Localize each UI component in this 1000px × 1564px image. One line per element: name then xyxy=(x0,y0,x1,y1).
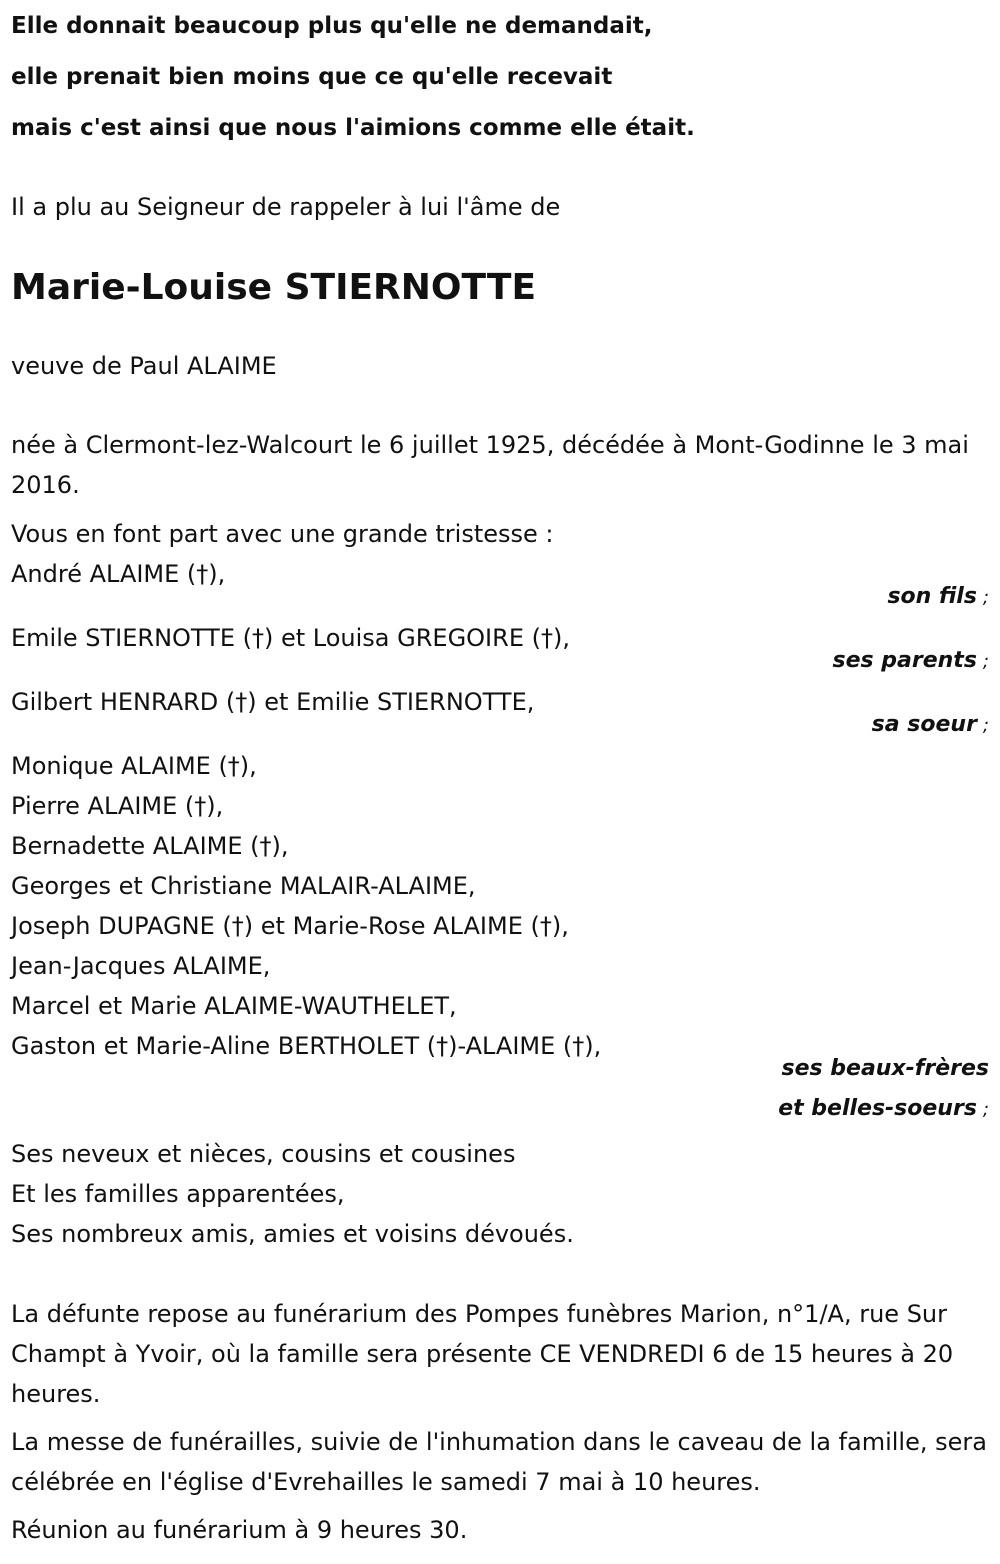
relation-semicolon: ; xyxy=(982,715,989,736)
announcement: Vous en font part avec une grande tristesse : xyxy=(11,520,554,548)
widow-of: veuve de Paul ALAIME xyxy=(11,352,277,380)
family-member: Jean-Jacques ALAIME, xyxy=(11,952,271,980)
funerarium-info: La défunte repose au funérarium des Pompes funèbres Marion, n°1/A, rue Sur Champt à Yvoir, où la famille sera présente CE VENDREDI 6 de 15 heures à 20 heures. xyxy=(11,1300,954,1408)
family-member: Bernadette ALAIME (†), xyxy=(11,832,289,860)
relation-text: et belles-soeurs xyxy=(778,1096,977,1121)
relation-line xyxy=(11,1089,989,1130)
relation-text: sa soeur xyxy=(871,712,977,737)
family-group xyxy=(11,746,991,1130)
family-group xyxy=(11,554,991,618)
epigraph-line: mais c'est ainsi que nous l'aimions comme elle était. xyxy=(11,115,695,141)
family-member: Marcel et Marie ALAIME-WAUTHELET, xyxy=(11,992,457,1020)
other-relatives-line: Et les familles apparentées, xyxy=(11,1180,345,1208)
obituary-page xyxy=(11,0,991,1550)
family-group xyxy=(11,618,991,682)
family-member: Gilbert HENRARD (†) et Emilie STIERNOTTE, xyxy=(11,688,535,716)
relation-semicolon: ; xyxy=(982,651,989,672)
family-member: Emile STIERNOTTE (†) et Louisa GREGOIRE (†), xyxy=(11,624,570,652)
family-member: Gaston et Marie-Aline BERTHOLET (†)-ALAIME (†), xyxy=(11,1032,602,1060)
epigraph xyxy=(11,1,991,154)
other-relatives xyxy=(11,1134,991,1254)
funeral-mass-info: La messe de funérailles, suivie de l'inhumation dans le caveau de la famille, sera célébrée en l'église d'Evrehailles le samedi 7 mai à 10 heures. xyxy=(11,1428,987,1496)
relation-text: son fils xyxy=(887,584,977,609)
birth-death: née à Clermont-lez-Walcourt le 6 juillet 1925, décédée à Mont-Godinne le 3 mai 2016. xyxy=(11,431,969,499)
intro-text: Il a plu au Seigneur de rappeler à lui l'âme de xyxy=(11,193,561,221)
family-member: André ALAIME (†), xyxy=(11,560,226,588)
deceased-name: Marie-Louise STIERNOTTE xyxy=(11,267,537,308)
family-group xyxy=(11,682,991,746)
family-member: Joseph DUPAGNE (†) et Marie-Rose ALAIME (†), xyxy=(11,912,569,940)
relation-text: ses parents xyxy=(832,648,977,673)
family-member: Monique ALAIME (†), xyxy=(11,752,257,780)
relation-text: ses beaux-frères xyxy=(781,1056,989,1081)
family-member: Pierre ALAIME (†), xyxy=(11,792,224,820)
other-relatives-line: Ses neveux et nièces, cousins et cousines xyxy=(11,1140,516,1168)
reunion-info: Réunion au funérarium à 9 heures 30. xyxy=(11,1516,468,1544)
other-relatives-line: Ses nombreux amis, amies et voisins dévoués. xyxy=(11,1220,574,1248)
epigraph-line: Elle donnait beaucoup plus qu'elle ne demandait, xyxy=(11,13,653,39)
relation-semicolon: ; xyxy=(982,587,989,608)
epigraph-line: elle prenait bien moins que ce qu'elle recevait xyxy=(11,64,613,90)
family-member: Georges et Christiane MALAIR-ALAIME, xyxy=(11,872,476,900)
relation-semicolon: ; xyxy=(982,1099,989,1120)
family-list xyxy=(11,554,991,1130)
